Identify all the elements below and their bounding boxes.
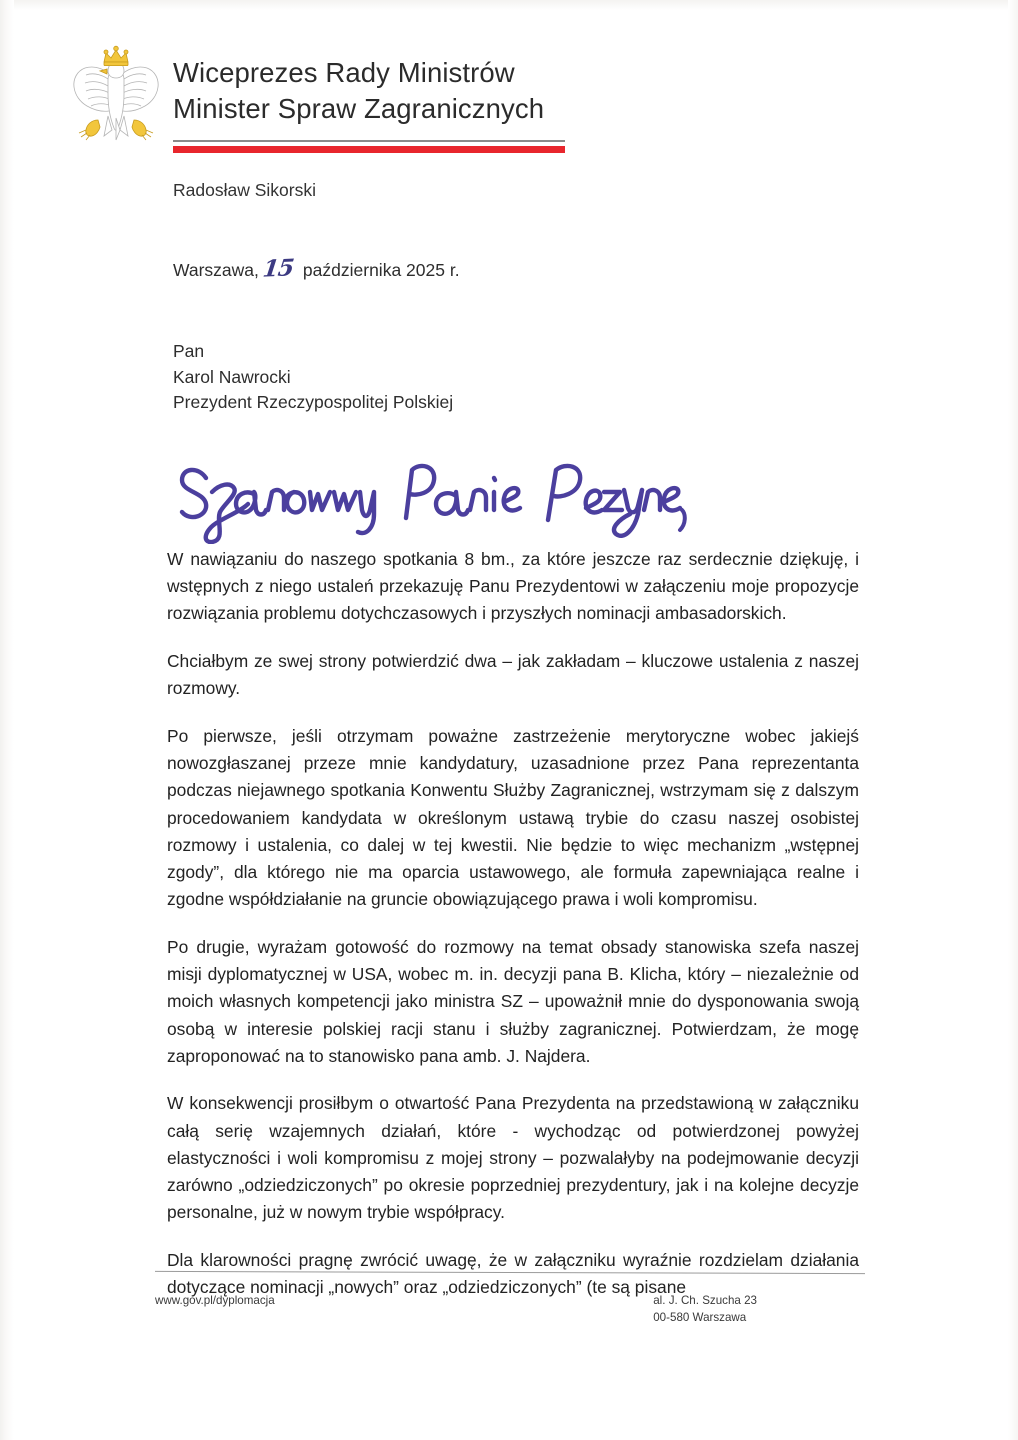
- scan-edge-top: [0, 0, 1018, 10]
- date-city: Warszawa,: [173, 260, 259, 280]
- addressee-name: Karol Nawrocki: [173, 366, 291, 387]
- letter-body: [167, 546, 859, 1301]
- body-paragraph: Dla klarowności pragnę zwrócić uwagę, że w załączniku wyraźnie rozdzielam działania dotyczące nominacji „nowych” oraz „odziedziczonych” (te są pisane: [167, 1249, 859, 1298]
- handwritten-salutation: [168, 448, 688, 544]
- header-rule-red: [173, 146, 565, 153]
- scan-edge-right: [1008, 0, 1018, 1440]
- page-footer: [155, 1292, 867, 1326]
- body-paragraph: Po drugie, wyrażam gotowość do rozmowy na temat obsady stanowiska szefa naszej misji dyplomatycznej w USA, wobec m. in. decyzji pana B. Klicha, który – niezależnie od moich własnych kompetencji jako ministra SZ – upoważnił mnie do dysponowania swoją osobą w interesie polskiej racji stanu i służby zagranicznej. Potwierdzam, że mogę zaproponować na to stanowisko pana amb. J. Najdera.: [167, 936, 859, 1066]
- footer-address-city: 00-580 Warszawa: [653, 1311, 747, 1324]
- header-rule-gray: [173, 140, 565, 142]
- polish-eagle-emblem-icon: [68, 42, 164, 154]
- handwritten-day: 15: [261, 254, 295, 283]
- footer-address-street: al. J. Ch. Szucha 23: [653, 1294, 757, 1307]
- date-rest: października 2025 r.: [302, 260, 460, 280]
- date-line: [173, 256, 460, 283]
- addressee-salutation: Pan: [173, 341, 205, 361]
- title-line-1: Wiceprezes Rady Ministrów: [173, 57, 515, 88]
- footer-address: [653, 1292, 757, 1326]
- body-paragraph: Po pierwsze, jeśli otrzymam poważne zastrzeżenie merytoryczne wobec jakiejś nowozgłaszanej przeze mnie kandydatury, uzasadnione przez Pana reprezentanta podczas niejawnego spotkania Konwentu Służby Zagranicznej, wstrzymam się z dalszym procedowaniem kandydata w określonym ustawą trybie do czasu naszej osobistej rozmowy i ustalenia, co dalej w tej kwestii. Nie będzie to więc mechanizm „wstępnej zgody”, dla którego nie ma oparcia ustawowego, ale formuła zapewniająca realne i zgodne współdziałanie na gruncie obowiązującego prawa i woli kompromisu.: [167, 726, 859, 910]
- body-paragraph: W nawiązaniu do naszego spotkania 8 bm., za które jeszcze raz serdecznie dziękuję, i wstępnych z niego ustaleń przekazuję Panu Prezydentowi w załączeniu moje propozycje rozwiązania problemu dotychczasowych i przyszłych nominacji ambasadorskich.: [167, 549, 859, 624]
- footer-website[interactable]: www.gov.pl/dyplomacja: [155, 1294, 275, 1307]
- organization-title: [173, 55, 733, 127]
- body-paragraph: Chciałbym ze swej strony potwierdzić dwa – jak zakładam – kluczowe ustalenia z naszej rozmowy.: [167, 651, 859, 699]
- addressee-block: [173, 339, 453, 416]
- body-paragraph: W konsekwencji prosiłbym o otwartość Pana Prezydenta na przedstawioną w załączniku całą serię wzajemnych działań, które - wychodząc od potwierdzonej powyżej elastyczności i woli kompromisu z mojej strony – pozwalałyby na podejmowanie decyzji zarówno „odziedziczonych” po okresie poprzedniej prezydentury, jak i na kolejne decyzje personalne, już w nowym trybie współpracy.: [167, 1093, 859, 1223]
- sender-name: Radosław Sikorski: [173, 180, 316, 200]
- title-line-2: Minister Spraw Zagranicznych: [173, 93, 545, 124]
- addressee-office: Prezydent Rzeczypospolitej Polskiej: [173, 392, 454, 412]
- scan-edge-left: [0, 0, 14, 1440]
